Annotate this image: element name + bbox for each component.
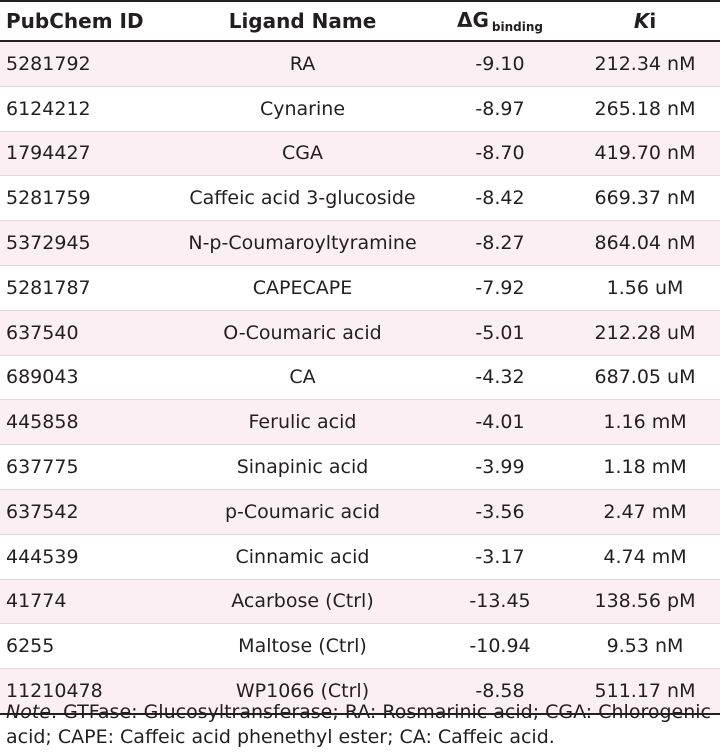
cell-pubchem-id: 6124212	[6, 97, 91, 120]
cell-ligand-name: WP1066 (Ctrl)	[235, 680, 370, 703]
cell-ki: 864.04 nM	[594, 232, 696, 255]
cell-pubchem-id: 41774	[6, 590, 67, 613]
cell-ligand-name: p-Coumaric acid	[224, 500, 380, 523]
header-delta-g	[430, 8, 570, 34]
cell-ligand-name: CAPECAPE	[252, 276, 353, 299]
cell-delta-g: -8.58	[475, 680, 525, 703]
cell-ki: 419.70 nM	[594, 142, 696, 165]
cell-ki: 4.74 mM	[603, 545, 687, 568]
cell-delta-g: -13.45	[469, 590, 531, 613]
cell-delta-g: -7.92	[475, 276, 525, 299]
cell-ki: 212.28 uM	[594, 321, 696, 344]
cell-ki: 511.17 nM	[594, 680, 696, 703]
cell-ligand-name: Cynarine	[259, 97, 346, 120]
cell-delta-g: -4.01	[475, 411, 525, 434]
cell-ki: 265.18 nM	[594, 97, 696, 120]
table-row	[0, 311, 720, 356]
cell-pubchem-id: 445858	[6, 411, 79, 434]
table-row	[0, 176, 720, 221]
cell-ligand-name: O-Coumaric acid	[223, 321, 382, 344]
cell-ligand-name: RA	[289, 52, 316, 75]
table-row	[0, 42, 720, 87]
cell-delta-g: -10.94	[469, 635, 531, 658]
cell-ki: 138.56 pM	[594, 590, 696, 613]
cell-ligand-name: Acarbose (Ctrl)	[231, 590, 374, 613]
cell-delta-g: -8.70	[475, 142, 525, 165]
table-note	[6, 700, 718, 750]
cell-ki: 1.18 mM	[603, 456, 687, 479]
table-row	[0, 356, 720, 401]
header-ki-symbol: K	[633, 9, 650, 33]
cell-pubchem-id: 637540	[6, 321, 79, 344]
cell-delta-g: -9.10	[475, 52, 525, 75]
table-header-row	[0, 2, 720, 42]
cell-ligand-name: Caffeic acid 3-glucoside	[189, 187, 416, 210]
cell-pubchem-id: 5281759	[6, 187, 91, 210]
cell-delta-g: -8.27	[475, 232, 525, 255]
cell-delta-g: -8.42	[475, 187, 525, 210]
table-body	[0, 42, 720, 715]
table-row	[0, 266, 720, 311]
table-row	[0, 624, 720, 669]
cell-ligand-name: CGA	[282, 142, 323, 165]
cell-ki: 1.56 uM	[606, 276, 684, 299]
header-pubchem-id: PubChem ID	[6, 9, 144, 33]
cell-pubchem-id: 5281792	[6, 52, 91, 75]
note-label: Note	[6, 701, 51, 723]
cell-pubchem-id: 1794427	[6, 142, 91, 165]
cell-pubchem-id: 11210478	[6, 680, 103, 703]
cell-ki: 2.47 mM	[603, 500, 687, 523]
header-ki	[570, 9, 720, 33]
table-row	[0, 132, 720, 177]
cell-ki: 669.37 nM	[594, 187, 696, 210]
header-delta-g-symbol: ΔG	[457, 8, 489, 32]
cell-ligand-name: N-p-Coumaroyltyramine	[188, 232, 417, 255]
table-row	[0, 580, 720, 625]
table-row	[0, 445, 720, 490]
cell-ligand-name: Ferulic acid	[248, 411, 357, 434]
cell-pubchem-id: 689043	[6, 366, 79, 389]
cell-delta-g: -4.32	[475, 366, 525, 389]
note-text: . GTFase: Glucosyltransferase; RA: Rosmarinic acid; CGA: Chlorogenic acid; CAPE: Caffeic acid phenethyl ester; CA: Caffeic acid.	[6, 701, 711, 748]
cell-pubchem-id: 5281787	[6, 276, 91, 299]
cell-ki: 9.53 nM	[606, 635, 684, 658]
cell-ligand-name: Sinapinic acid	[236, 456, 369, 479]
cell-ki: 212.34 nM	[594, 52, 696, 75]
table-row	[0, 490, 720, 535]
cell-ki: 687.05 uM	[594, 366, 696, 389]
cell-ligand-name: Maltose (Ctrl)	[238, 635, 367, 658]
cell-pubchem-id: 6255	[6, 635, 55, 658]
cell-pubchem-id: 637775	[6, 456, 79, 479]
header-ki-suffix: i	[649, 9, 657, 33]
cell-pubchem-id: 444539	[6, 545, 79, 568]
table-row	[0, 87, 720, 132]
cell-delta-g: -8.97	[475, 97, 525, 120]
header-ligand-name: Ligand Name	[228, 9, 377, 33]
table-row	[0, 400, 720, 445]
table-row	[0, 221, 720, 266]
cell-delta-g: -3.17	[475, 545, 525, 568]
cell-ligand-name: CA	[289, 366, 316, 389]
table-row	[0, 535, 720, 580]
cell-ki: 1.16 mM	[603, 411, 687, 434]
cell-ligand-name: Cinnamic acid	[235, 545, 370, 568]
cell-delta-g: -5.01	[475, 321, 525, 344]
cell-delta-g: -3.56	[475, 500, 525, 523]
cell-pubchem-id: 5372945	[6, 232, 91, 255]
header-delta-g-subscript: binding	[491, 20, 543, 34]
cell-pubchem-id: 637542	[6, 500, 79, 523]
cell-delta-g: -3.99	[475, 456, 525, 479]
